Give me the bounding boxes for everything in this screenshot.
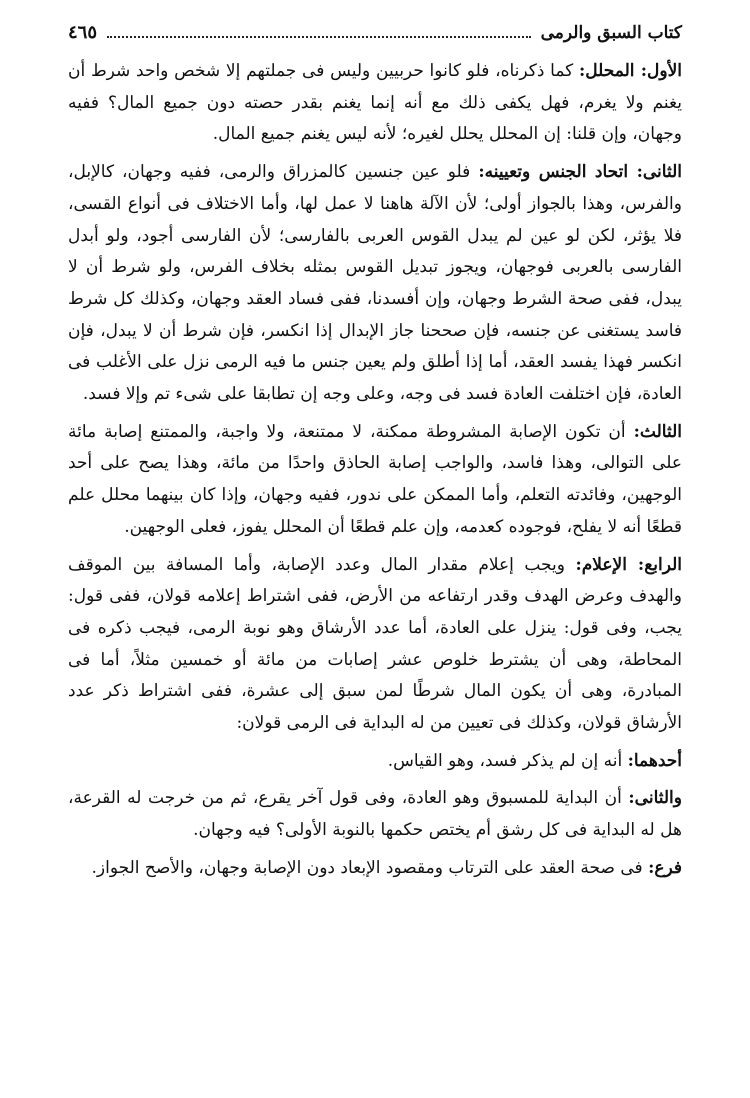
- paragraph-jins: [68, 157, 682, 411]
- paragraph-first-opinion: [68, 746, 682, 778]
- chapter-title: كتاب السبق والرمى: [540, 23, 682, 43]
- leader-dots: [107, 36, 531, 38]
- term-heading: أحدهما:: [627, 750, 682, 771]
- paragraph-isaba: [68, 417, 682, 544]
- paragraph-text: ويجب إعلام مقدار المال وعدد الإصابة، وأما المسافة بين الموقف والهدف وعرض الهدف وقدر ارتفاعه من الأرض، ففى اشتراط إعلامه قولان، ففى قول: يجب، وفى قول: ينزل على العادة، أما عدد الأرشاق وهو نوبة الرمى، فيجب ذكره فى المحاطة، وهى أن يشترط خلوص عشر إصابات من مائة أو خمسين مثلاً، أما فى المبادرة، وهى أن يكون المال شرطًا لمن سبق إلى عشرة، ففى اشتراط ذكر عدد الأرشاق قولان، وكذلك فى تعيين من له البداية فى الرمى قولان:: [68, 554, 682, 734]
- page-number: ٤٦٥: [68, 22, 98, 43]
- paragraph-text: أن البداية للمسبوق وهو العادة، وفى قول آخر يقرع، ثم من خرجت له القرعة، هل له البداية فى كل رشق أم يختص حكمها بالنوبة الأولى؟ فيه وجهان.: [68, 788, 682, 841]
- paragraph-text: فى صحة العقد على الترتاب ومقصود الإبعاد دون الإصابة وجهان، والأصح الجواز.: [91, 857, 649, 878]
- paragraph-text: أن تكون الإصابة المشروطة ممكنة، لا ممتنعة، ولا واجبة، والممتنع إصابة مائة على التوالى، وهذا فاسد، والواجب إصابة الحاذق واحدًا من مائة، وهذا يصح على أحد الوجهين، وفائدته التعلم، وأما الممكن على ندور، ففيه وجهان، وإذا كان بينهما محلل علم قطعًا أنه لا يفلح، فوجوده كعدمه، وإن علم قطعًا أن المحلل يفوز، فعلى الوجهين.: [68, 421, 682, 537]
- term-heading: الثالث:: [633, 421, 682, 442]
- term-heading: فرع:: [648, 857, 682, 878]
- term-heading: والثانى:: [628, 788, 682, 809]
- paragraph-far: [68, 853, 682, 885]
- term-heading: الرابع: الإعلام:: [575, 554, 682, 575]
- paragraph-text: كما ذكرناه، فلو كانوا حربيين وليس فى جملتهم إلا شخص واحد شرط أن يغنم ولا يغرم، فهل يكفى ذلك مع أنه إنما يغنم بقدر حصته دون جميع المال؟ ففيه وجهان، وإن قلنا: إن المحلل يحلل لغيره؛ لأنه ليس يغنم جميع المال.: [68, 61, 682, 145]
- term-heading: الأول: المحلل:: [579, 61, 683, 81]
- paragraph-ilam: [68, 550, 682, 740]
- term-heading: الثانى: اتحاد الجنس وتعيينه:: [478, 162, 682, 183]
- paragraph-muhallil: [68, 56, 682, 151]
- paragraph-text: فلو عين جنسين كالمزراق والرمى، ففيه وجهان، كالإبل، والفرس، وهذا بالجواز أولى؛ لأن الآلة هاهنا لا عمل لها، وأما الاختلاف فى أنواع القسى، فلا يؤثر، لكن لو عين لم يبدل القوس العربى بالفارسى؛ لأن الفارسى أجود، ولو أبدل الفارسى بالعربى فوجهان، ويجوز تبديل القوس بمثله بخلاف الفرس، ولو شرط أن لا يبدل، ففى صحة الشرط وجهان، وإن أفسدنا، ففى فساد العقد وجهان، وكذلك كل شرط فاسد يستغنى عن جنسه، فإن صححنا جاز الإبدال إذا انكسر، فإن شرط أن لا يبدل، فإن انكسر فهذا يفسد العقد، أما إذا أطلق ولم يعين جنس ما فيه الرمى نزل على الأغلب فى العادة، فإن اختلفت العادة فسد فى وجه، وعلى وجه إن تطابقا على شىء تم وإلا فسد.: [68, 162, 682, 405]
- paragraph-second-opinion: [68, 783, 682, 846]
- page-body: [68, 56, 682, 885]
- paragraph-text: أنه إن لم يذكر فسد، وهو القياس.: [387, 750, 628, 771]
- running-header: [68, 22, 682, 48]
